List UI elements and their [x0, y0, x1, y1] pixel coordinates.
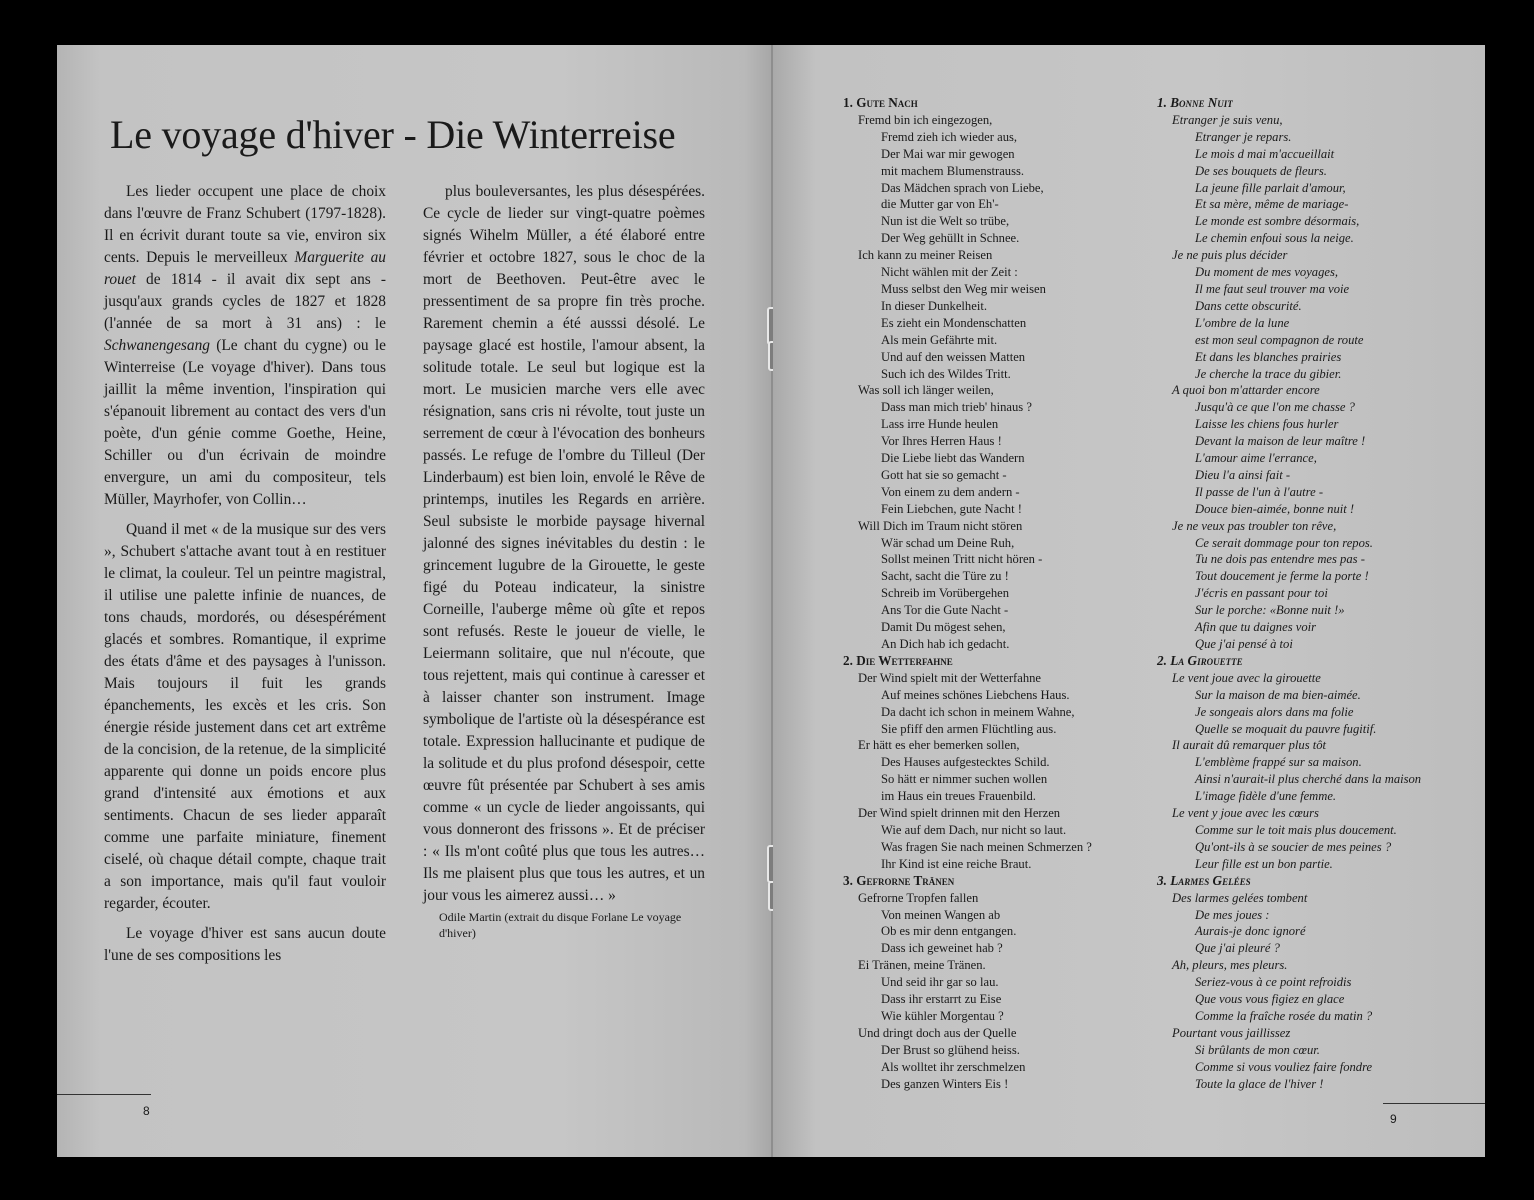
article-credit: Odile Martin (extrait du disque Forlane Le voyage d'hiver) [439, 910, 682, 940]
verse-line: Sollst meinen Tritt nicht hören - [881, 552, 1043, 567]
italic-title-text: Schwanengesang [104, 337, 211, 354]
verse-line: Und seid ihr gar so lau. [881, 975, 999, 990]
verse-line: In dieser Dunkelheit. [881, 298, 987, 313]
verse-line: De mes joues : [1195, 907, 1270, 922]
footer-rule [57, 1094, 151, 1095]
verse-line: Ce serait dommage pour ton repos. [1195, 535, 1373, 550]
verse-line: Des larmes gelées tombent [1172, 890, 1308, 905]
article-paragraph [104, 519, 386, 915]
verse-line: Et dans les blanches prairies [1195, 349, 1342, 364]
paragraph-text: (Le chant du cygne) ou le Winterreise (Le voyage d'hiver). Dans tous jaillit la même invention, l'inspiration qui s'épanouit librement au contact des vers d'un poète, d'un génie comme Goethe, Heine, Schiller ou d'un écrivain de moindre envergure, un ami du compositeur, tels Müller, Mayrhofer, von Collin… [104, 337, 386, 508]
verse-line: Als mein Gefährte mit. [881, 332, 998, 347]
verse-line: Des Hauses aufgestecktes Schild. [881, 755, 1050, 770]
verse-line: Toute la glace de l'hiver ! [1195, 1076, 1324, 1091]
verse-line: Aurais-je donc ignoré [1195, 924, 1306, 939]
verse-line: Und dringt doch aus der Quelle [858, 1025, 1017, 1040]
verse-line: Von meinen Wangen ab [881, 907, 1001, 922]
verse-line: Je ne veux pas troubler ton rêve, [1172, 518, 1337, 533]
verse-line: Du moment de mes voyages, [1195, 265, 1339, 280]
verse-line: Es zieht ein Mondenschatten [881, 315, 1027, 330]
verse-line: L'ombre de la lune [1195, 315, 1290, 330]
verse-line: Und auf den weissen Matten [881, 349, 1026, 364]
song-title: 1. Gute Nach [843, 95, 918, 110]
verse-line: Ainsi n'aurait-il plus cherché dans la maison [1195, 772, 1422, 787]
verse-line: Seriez-vous à ce point refroidis [1195, 975, 1352, 990]
verse-line: Etranger je suis venu, [1172, 112, 1283, 127]
verse-line: Er hätt es eher bemerken sollen, [858, 738, 1020, 753]
verse-line: Je ne puis plus décider [1172, 248, 1288, 263]
verse-line: Ob es mir denn entgangen. [881, 924, 1017, 939]
verse-line: Sur la maison de ma bien-aimée. [1195, 687, 1361, 702]
article-column-2 [423, 181, 705, 941]
verse-line: Leur fille est un bon partie. [1195, 856, 1333, 871]
verse-line: Je cherche la trace du gibier. [1195, 366, 1342, 381]
verse-line: Gott hat sie so gemacht - [881, 467, 1007, 482]
verse-line: Le vent y joue avec les cœurs [1172, 806, 1319, 821]
verse-line: L'image fidèle d'une femme. [1195, 789, 1337, 804]
article-paragraph [423, 181, 705, 907]
verse-line: mit machem Blumenstrauss. [881, 163, 1025, 178]
page-number-right: 9 [1390, 1112, 1397, 1126]
verse-line: Sur le porche: «Bonne nuit !» [1195, 603, 1345, 618]
page-title: Le voyage d'hiver - Die Winterreise [110, 112, 676, 157]
song-title: 2. La Girouette [1157, 652, 1243, 668]
verse-line: Laisse les chiens fous hurler [1195, 417, 1339, 432]
verse-line: Il aurait dû remarquer plus tôt [1172, 738, 1327, 753]
booklet-spread [57, 45, 1485, 1157]
verse-line: Comme la fraîche rosée du matin ? [1195, 1008, 1373, 1023]
verse-line: Da dacht ich schon in meinem Wahne, [881, 704, 1075, 719]
verse-line: J'écris en passant pour toi [1195, 586, 1328, 601]
paragraph-text: Le voyage d'hiver est sans aucun doute l'une de ses compositions les [104, 925, 386, 964]
song-title: 2. Die Wetterfahne [843, 652, 953, 668]
verse-line: La jeune fille parlait d'amour, [1195, 180, 1346, 195]
verse-line: Lass irre Hunde heulen [881, 417, 999, 432]
verse-line: Afin que tu daignes voir [1195, 620, 1317, 635]
verse-line: Die Liebe liebt das Wandern [881, 451, 1025, 466]
verse-line: Ei Tränen, meine Tränen. [858, 958, 986, 973]
page-number-left: 8 [143, 1104, 150, 1118]
verse-line: Comme sur le toit mais plus doucement. [1195, 822, 1397, 837]
verse-line: Fein Liebchen, gute Nacht ! [881, 501, 1022, 516]
verse-line: Il me faut seul trouver ma voie [1195, 281, 1350, 296]
article-column-1 [104, 181, 386, 967]
verse-line: Des ganzen Winters Eis ! [881, 1076, 1009, 1091]
left-page [57, 45, 773, 1157]
verse-line: L'emblème frappé sur sa maison. [1195, 755, 1362, 770]
verse-line: die Mutter gar von Eh'- [881, 197, 999, 212]
song-title: 3. Larmes Gelées [1157, 872, 1251, 888]
verse-line: Douce bien-aimée, bonne nuit ! [1195, 501, 1355, 516]
verse-line: Dieu l'a ainsi fait - [1195, 467, 1291, 482]
verse-line: Wie auf dem Dach, nur nicht so laut. [881, 822, 1067, 837]
verse-line: Le mois d mai m'accueillait [1195, 146, 1335, 161]
song-title: 1. Bonne Nuit [1157, 95, 1233, 110]
right-page [773, 45, 1485, 1157]
paragraph-text: Les lieder occupent une place de choix dans l'œuvre de Franz Schubert (1797-1828). Il en écrivit durant toute sa vie, environ six cents. Depuis le merveilleux [104, 183, 386, 266]
verse-line: An Dich hab ich gedacht. [881, 637, 1010, 651]
verse-line: Wär schad um Deine Ruh, [881, 535, 1015, 550]
verse-line: Etranger je repars. [1195, 129, 1292, 144]
verse-line: Je songeais alors dans ma folie [1195, 704, 1354, 719]
verse-line: Tu ne dois pas entendre mes pas - [1195, 552, 1365, 567]
verse-line: Que j'ai pensé à toi [1195, 637, 1293, 651]
verse-line: A quoi bon m'attarder encore [1172, 383, 1320, 398]
verse-line: Le chemin enfoui sous la neige. [1195, 231, 1354, 246]
verse-line: Devant la maison de leur maître ! [1195, 434, 1366, 449]
verse-line: Dass ihr erstarrt zu Eise [881, 992, 1002, 1007]
verse-line: Pourtant vous jaillissez [1172, 1025, 1291, 1040]
verse-line: Quelle se moquait du pauvre fugitif. [1195, 721, 1377, 736]
footer-rule-right [1383, 1103, 1485, 1104]
verse-line: Der Brust so glühend heiss. [881, 1042, 1020, 1057]
verse-line: Der Wind spielt drinnen mit den Herzen [858, 806, 1061, 821]
paragraph-text: plus bouleversantes, les plus désespérées. Ce cycle de lieder sur vingt-quatre poèmes signés Wihelm Müller, a été élaboré entre février et octobre 1827, sous le choc de la mort de Beethoven. Peut-être avec le pressentiment de sa propre fin très proche. Rarement chemin a été ausssi désolé. Le paysage glacé est hostile, l'amour absent, la solitude totale. Le seul but logique est la mort. Le musicien marche vers elle avec résignation, sans cris ni révolte, tout juste un serrement de cœur à l'évocation des bonheurs passés. Le refuge de l'ombre du Tilleul (Der Linderbaum) est bien loin, envolé le Rêve de printemps, inutiles les Regards en arrière. Seul subsiste le morbide paysage hivernal jalonné des signes inévitables du destin : le grincement lugubre de la Girouette, le geste figé du Poteau indicateur, la sinistre Corneille, l'auberge même où gîte et repos sont refusés. Reste le joueur de vielle, le Leiermann solitaire, que nul n'écoute, que tous rejettent, mais qui continue à caresser et à laisser chanter son instrument. Image symbolique de l'artiste où la désespérance est totale. Expression hallucinante et pudique de la solitude et du plus profond désespoir, cette œuvre fût présentée par Schubert à ses amis comme « un cycle de lieder angoissants, qui vous donneront des frissons ». Et de préciser : « Ils m'ont coûté plus que tous les autres… Ils me plaisent plus que tous les autres, et un jour vous les aimerez aussi… » [423, 183, 705, 904]
verse-line: Der Mai war mir gewogen [881, 146, 1015, 161]
verse-line: Et sa mère, même de mariage- [1195, 197, 1349, 212]
verse-line: Sacht, sacht die Türe zu ! [881, 569, 1009, 584]
verse-line: Dass ich geweinet hab ? [881, 941, 1003, 956]
verse-line: Als wolltet ihr zerschmelzen [881, 1059, 1026, 1074]
verse-line: Comme si vous vouliez faire fondre [1195, 1059, 1373, 1074]
verse-line: Der Wind spielt mit der Wetterfahne [858, 670, 1042, 685]
verse-line: Was fragen Sie nach meinen Schmerzen ? [881, 839, 1092, 854]
verse-line: Damit Du mögest sehen, [881, 620, 1006, 635]
paragraph-text: de 1814 - il avait dix sept ans - jusqu'aux grands cycles de 1827 et 1828 (l'année de sa mort à 31 ans) : le [104, 271, 386, 332]
verse-line: Nun ist die Welt so trübe, [881, 214, 1010, 229]
verse-line: Fremd bin ich eingezogen, [858, 112, 993, 127]
verse-line: Il passe de l'un à l'autre - [1195, 484, 1324, 499]
verse-line: Such ich des Wildes Tritt. [881, 366, 1011, 381]
german-poem-column [843, 95, 1092, 1092]
verse-line: So hätt er nimmer suchen wollen [881, 772, 1048, 787]
verse-line: De ses bouquets de fleurs. [1195, 163, 1327, 178]
verse-line: Fremd zieh ich wieder aus, [881, 129, 1018, 144]
verse-line: Dass man mich trieb' hinaus ? [881, 400, 1032, 415]
french-translation-column [1157, 95, 1421, 1092]
verse-line: Sie pfiff den armen Flüchtling aus. [881, 721, 1057, 736]
verse-line: Que j'ai pleuré ? [1195, 941, 1280, 956]
verse-line: Nicht wählen mit der Zeit : [881, 265, 1018, 280]
verse-line: Muss selbst den Weg mir weisen [881, 281, 1046, 296]
verse-line: Si brûlants de mon cœur. [1195, 1042, 1320, 1057]
article-paragraph [104, 181, 386, 511]
verse-line: Ans Tor die Gute Nacht - [881, 603, 1009, 618]
verse-line: Tout doucement je ferme la porte ! [1195, 569, 1369, 584]
verse-line: Gefrorne Tropfen fallen [858, 890, 979, 905]
verse-line: im Haus ein treues Frauenbild. [881, 789, 1036, 804]
article-paragraph [104, 923, 386, 967]
italic-title-text: Marguerite au rouet [104, 249, 386, 288]
verse-line: L'amour aime l'errance, [1195, 451, 1317, 466]
verse-line: est mon seul compagnon de route [1195, 332, 1364, 347]
song-title: 3. Gefrorne Tränen [843, 872, 955, 888]
verse-line: Le monde est sombre désormais, [1195, 214, 1360, 229]
verse-line: Schreib im Vorübergehen [881, 586, 1010, 601]
verse-line: Vor Ihres Herren Haus ! [881, 434, 1002, 449]
verse-line: Ah, pleurs, mes pleurs. [1172, 958, 1288, 973]
verse-line: Von einem zu dem andern - [881, 484, 1020, 499]
verse-line: Das Mädchen sprach von Liebe, [881, 180, 1044, 195]
verse-line: Que vous vous figiez en glace [1195, 992, 1345, 1007]
verse-line: Der Weg gehüllt in Schnee. [881, 231, 1020, 246]
verse-line: Qu'ont-ils à se soucier de mes peines ? [1195, 839, 1392, 854]
verse-line: Dans cette obscurité. [1195, 298, 1302, 313]
verse-line: Le vent joue avec la girouette [1172, 670, 1321, 685]
paragraph-text: Quand il met « de la musique sur des vers », Schubert s'attache avant tout à en restituer le climat, la couleur. Tel un peintre magistral, il utilise une palette infinie de nuances, de tons chauds, mordorés, ou désespérément glacés et sombres. Romantique, il exprime des états d'âme et des paysages à l'unisson. Mais toujours il fuit les grands épanchements, les excès et les cris. Son énergie réside justement dans cet art extrême de la concision, de la retenue, de la simplicité apparente qui donne un poids encore plus grand d'intensité aux émotions et aux sentiments. Chacun de ses lieder apparaît comme une parfaite miniature, finement ciselé, où chaque détail compte, chaque trait a son importance, mais qu'il faut vouloir regarder, écouter. [104, 521, 386, 912]
verse-line: Ihr Kind ist eine reiche Braut. [881, 856, 1032, 871]
verse-line: Jusqu'à ce que l'on me chasse ? [1195, 400, 1355, 415]
verse-line: Ich kann zu meiner Reisen [858, 248, 993, 263]
verse-line: Was soll ich länger weilen, [858, 383, 994, 398]
verse-line: Wie kühler Morgentau ? [881, 1008, 1004, 1023]
verse-line: Will Dich im Traum nicht stören [858, 518, 1023, 533]
verse-line: Auf meines schönes Liebchens Haus. [881, 687, 1070, 702]
